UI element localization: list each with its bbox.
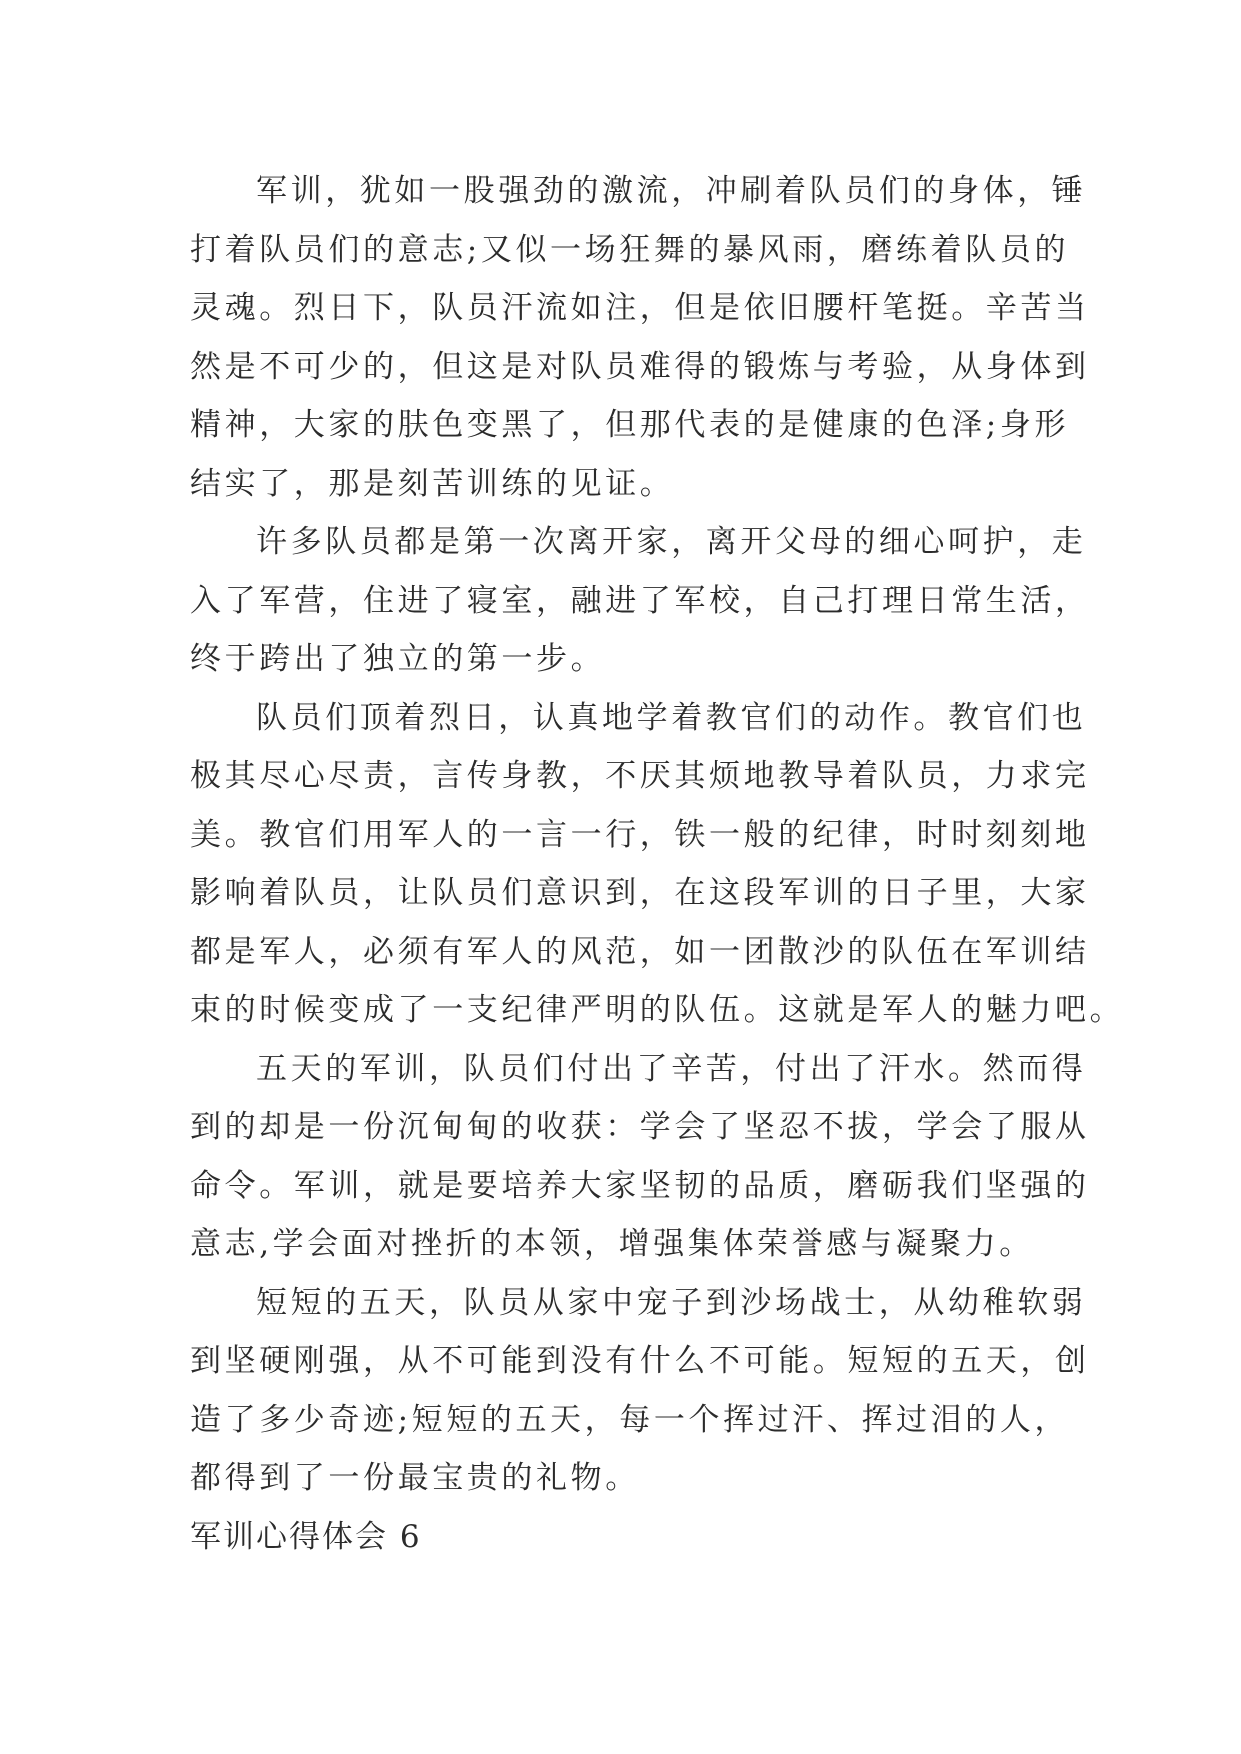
text-line: 束的时候变成了一支纪律严明的队伍。这就是军人的魅力吧。 <box>190 992 1125 1028</box>
document-body <box>190 162 1125 1566</box>
text-line: 终于跨出了独立的第一步。 <box>190 641 606 677</box>
text-line: 都得到了一份最宝贵的礼物。 <box>190 1460 640 1496</box>
text-line: 到坚硬刚强，从不可能到没有什么不可能。短短的五天，创 <box>190 1343 1090 1379</box>
paragraph-2 <box>190 513 1090 689</box>
text-line: 美。教官们用军人的一言一行，铁一般的纪律，时时刻刻地 <box>190 816 1090 853</box>
text-line: 影响着队员，让队员们意识到，在这段军训的日子里，大家 <box>190 875 1090 911</box>
text-line: 精神，大家的肤色变黑了，但那代表的是健康的色泽;身形 <box>190 407 1070 443</box>
text-line: 意志,学会面对挫折的本领，增强集体荣誉感与凝聚力。 <box>190 1226 1034 1262</box>
section-heading: 军训心得体会 6 <box>190 1518 422 1555</box>
paragraph-1 <box>190 162 1090 513</box>
text-line: 五天的军训，队员们付出了辛苦，付出了汗水。然而得 <box>256 1050 1087 1087</box>
text-line: 队员们顶着烈日，认真地学着教官们的动作。教官们也 <box>256 699 1087 736</box>
text-line: 都是军人，必须有军人的风范，如一团散沙的队伍在军训结 <box>190 933 1090 970</box>
paragraph-4 <box>190 1040 1090 1274</box>
text-line: 灵魂。烈日下，队员汗流如注，但是依旧腰杆笔挺。辛苦当 <box>190 290 1090 326</box>
text-line: 短短的五天，队员从家中宠子到沙场战士，从幼稚软弱 <box>256 1284 1087 1321</box>
text-line: 军训，犹如一股强劲的激流，冲刷着队员们的身体，锤 <box>256 173 1087 209</box>
text-line: 许多队员都是第一次离开家，离开父母的细心呵护，走 <box>256 524 1087 560</box>
paragraph-3 <box>190 689 1125 1040</box>
text-line: 入了军营，住进了寝室，融进了军校，自己打理日常生活， <box>190 582 1090 619</box>
text-line: 结实了，那是刻苦训练的见证。 <box>190 465 675 502</box>
text-line: 造了多少奇迹;短短的五天，每一个挥过汗、挥过泪的人， <box>190 1401 1070 1438</box>
paragraph-5 <box>190 1274 1090 1508</box>
text-line: 到的却是一份沉甸甸的收获：学会了坚忍不拔，学会了服从 <box>190 1109 1090 1145</box>
text-line: 打着队员们的意志;又似一场狂舞的暴风雨，磨练着队员的 <box>190 231 1070 268</box>
text-line: 命令。军训，就是要培养大家坚韧的品质，磨砺我们坚强的 <box>190 1167 1090 1204</box>
text-line: 极其尽心尽责，言传身教，不厌其烦地教导着队员，力求完 <box>190 758 1090 794</box>
text-line: 然是不可少的，但这是对队员难得的锻炼与考验，从身体到 <box>190 348 1090 385</box>
